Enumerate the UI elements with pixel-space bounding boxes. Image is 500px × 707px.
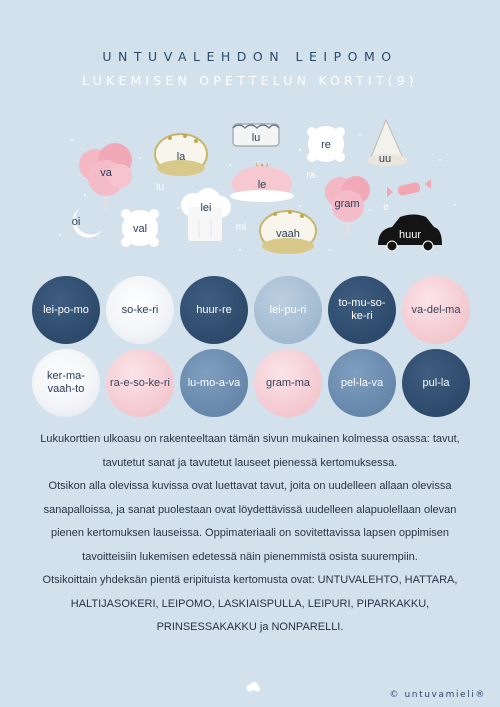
loose-syllable-mi: mi: [235, 222, 247, 233]
loose-syllable-e: e: [383, 202, 389, 213]
word-card: gram-ma: [254, 349, 322, 417]
syllable-huur: huur: [398, 229, 422, 241]
description-paragraph: Otsikon alla olevissa kuvissa ovat luettavat tavut, joita on uudelleen allaan olevissa sanapalloissa, ja sanat puolestaan ovat löydettävissä uudelleen alapuolellaan olevan pienen kertomuksen lauseissa. Oppimateriaali on sovitettavissa lapsen oppimisen tavoitteisiin lukemisen edetessä näin pienemmistä osista suurempiin.: [43, 480, 457, 563]
page-subtitle: LUKEMISEN OPETTELUN KORTIT(9): [82, 73, 418, 88]
syllable-gram: gram: [334, 198, 360, 210]
description-paragraph: Lukukorttien ulkoasu on rakenteeltaan tämän sivun mukainen kolmessa osassa: tavut, tavutetut sanat ja tavutetut lauseet pienessä kertomuksessa.: [40, 433, 460, 469]
description-paragraph: Otsikoittain yhdeksän pientä eripituista kertomusta ovat: UNTUVALEHTO, HATTARA, HALTIJASOKERI, LEIPOMO, LASKIAISPULLA, LEIPURI, PIPARKAKKU, PRINSESSAKAKKU ja NONPARELLI.: [42, 574, 458, 633]
syllable-lei: lei: [200, 202, 212, 214]
syllable-le: le: [257, 179, 267, 191]
word-card: to-mu-so-ke-ri: [328, 276, 396, 344]
loose-syllable-lu: lu: [156, 182, 164, 193]
word-card: pul-la: [402, 349, 470, 417]
chef-hat-icon: [181, 188, 231, 241]
syllable-val: val: [132, 223, 148, 235]
word-card: lu-mo-a-va: [180, 349, 248, 417]
syllable-la: la: [176, 151, 186, 163]
syllable-re: re: [321, 139, 331, 151]
word-card: ker-ma-vaah-to: [32, 349, 100, 417]
word-card: lei-po-mo: [32, 276, 100, 344]
syllable-oi: oi: [71, 216, 81, 228]
word-card: pel-la-va: [328, 349, 396, 417]
loose-syllable-ra: ra: [306, 170, 316, 181]
word-card: va-del-ma: [402, 276, 470, 344]
syllable-illustration: [0, 110, 500, 260]
word-card: ra-e-so-ke-ri: [106, 349, 174, 417]
syllable-lu: lu: [251, 132, 261, 144]
candy-icon: [387, 179, 431, 197]
syllable-vaah: vaah: [276, 228, 300, 240]
word-card-grid: [32, 276, 470, 417]
word-card: so-ke-ri: [106, 276, 174, 344]
syllable-va: va: [100, 167, 112, 179]
syllable-uu: uu: [378, 153, 392, 165]
page-title: UNTUVALEHDON LEIPOMO: [102, 49, 398, 64]
word-card: huur-re: [180, 276, 248, 344]
word-card: lei-pu-ri: [254, 276, 322, 344]
cloud-icon: [244, 682, 262, 692]
description-text: [28, 428, 472, 640]
copyright: © untuvamieli®: [389, 690, 486, 700]
